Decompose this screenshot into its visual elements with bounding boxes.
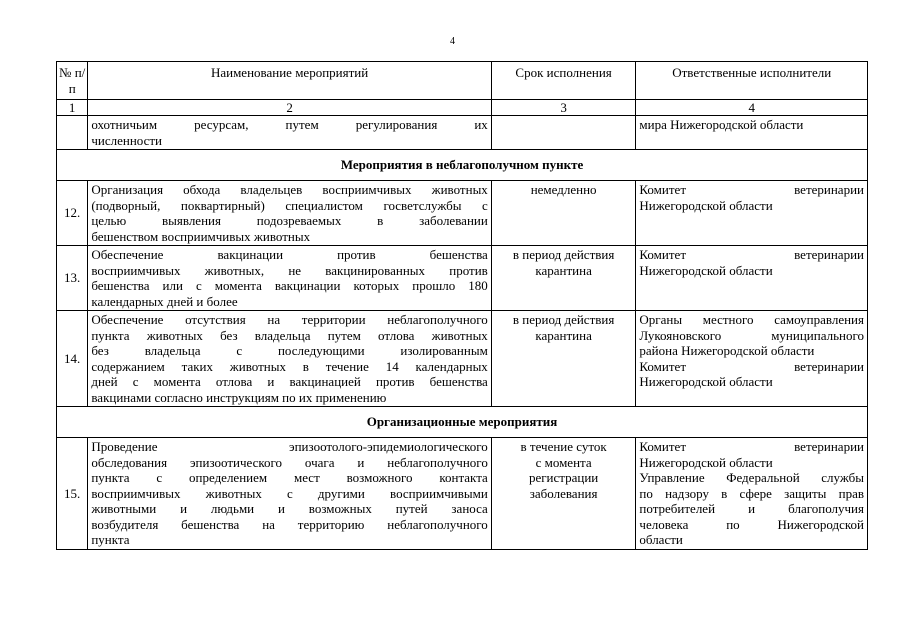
row-number: 12. — [57, 181, 88, 246]
measure-responsible: Комитет ветеринарии Нижегородской области — [636, 246, 868, 311]
table-row — [57, 438, 868, 550]
header-num: № п/п — [57, 62, 88, 100]
measure-responsible: Органы местного самоуправления Лукояновского муниципального района Нижегородской области Комитет ветеринарии Нижегородской области — [636, 311, 868, 407]
header-responsible: Ответственные исполнители — [636, 62, 868, 100]
measure-name: Обеспечение вакцинации против бешенства восприимчивых животных, не вакцинированных против бешенства или с момента вакцинации которых прошло 180 календарных дней и более — [88, 246, 491, 311]
section-heading-organizational: Организационные мероприятия — [57, 407, 868, 438]
measure-term: немедленно — [491, 181, 636, 246]
measure-responsible: Комитет ветеринарии Нижегородской области — [636, 181, 868, 246]
measure-term: в период действия карантина — [491, 246, 636, 311]
continuation-term — [491, 116, 636, 150]
section-heading-row — [57, 150, 868, 181]
measure-term: в период действия карантина — [491, 311, 636, 407]
col-number-1: 1 — [57, 100, 88, 116]
row-number: 13. — [57, 246, 88, 311]
section-heading-unfavorable-point: Мероприятия в неблагополучном пункте — [57, 150, 868, 181]
continuation-num — [57, 116, 88, 150]
header-name: Наименование мероприятий — [88, 62, 491, 100]
column-numbers-row — [57, 100, 868, 116]
measure-term: в течение суток с момента регистрации заболевания — [491, 438, 636, 550]
table-row — [57, 246, 868, 311]
measure-name: Организация обхода владельцев восприимчивых животных (подворный, поквартирный) специалистом госветслужбы с целью выявления подозреваемых в заболевании бешенством восприимчивых животных — [88, 181, 491, 246]
header-term: Срок исполнения — [491, 62, 636, 100]
table-row — [57, 116, 868, 150]
measure-name: Обеспечение отсутствия на территории неблагополучного пункта животных без владельца путем отлова животных без владельца с последующими изолированным содержанием таких животных в течение 14 календарных дней с момента отлова и вакцинацией против бешенства вакцинами согласно инструкциям по их применению — [88, 311, 491, 407]
table-row — [57, 181, 868, 246]
continuation-name: охотничьим ресурсам, путем регулирования их численности — [88, 116, 491, 150]
col-number-3: 3 — [491, 100, 636, 116]
measures-table — [56, 61, 868, 550]
continuation-responsible: мира Нижегородской области — [636, 116, 868, 150]
row-number: 15. — [57, 438, 88, 550]
table-header-row — [57, 62, 868, 100]
measure-name: Проведение эпизоотолого-эпидемиологического обследования эпизоотического очага и неблагополучного пункта с определением мест возможного контакта восприимчивых животных с другими восприимчивыми животными и людьми и возможных путей заноса возбудителя бешенства на территорию неблагополучного пункта — [88, 438, 491, 550]
col-number-4: 4 — [636, 100, 868, 116]
table-row — [57, 311, 868, 407]
page-number: 4 — [450, 36, 455, 47]
col-number-2: 2 — [88, 100, 491, 116]
row-number: 14. — [57, 311, 88, 407]
section-heading-row — [57, 407, 868, 438]
measure-responsible: Комитет ветеринарии Нижегородской области Управление Федеральной службы по надзору в сфере защиты прав потребителей и благополучия человека по Нижегородской области — [636, 438, 868, 550]
